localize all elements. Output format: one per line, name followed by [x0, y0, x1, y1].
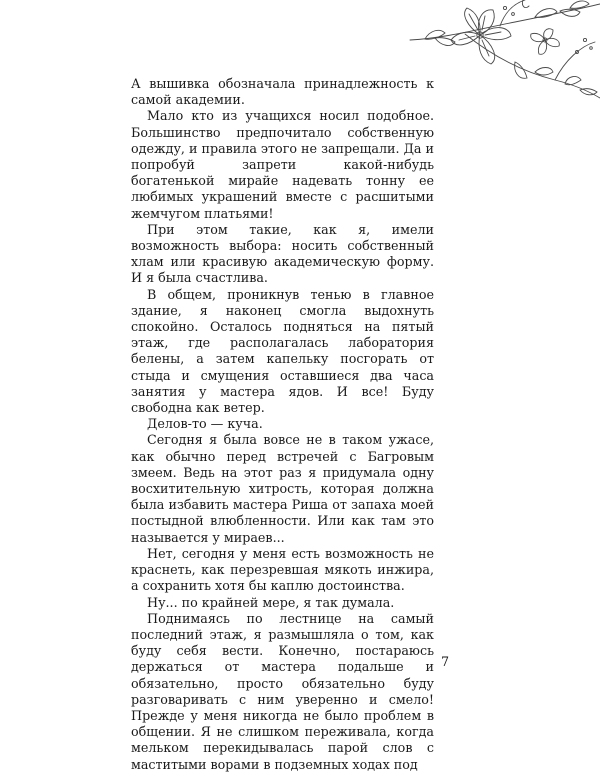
- paragraph: Сегодня я была вовсе не в таком ужасе, как обычно перед встречей с Багровым змеем. Ведь на этот раз я придумала одну восхитительную хитрость, которая должна была избавить мастера Риша от запаха моей постыдной влюбленности. Или как там это называется у мираев...: [131, 432, 434, 545]
- paragraph: В общем, проникнув тенью в главное здание, я наконец смогла выдохнуть спокойно. Осталось подняться на пятый этаж, где располагалась лаборатория белены, а затем капельку посгорать от стыда и смущения оставшиеся два часа занятия у мастера ядов. И все! Буду свободна как ветер.: [131, 286, 434, 416]
- paragraph: Нет, сегодня у меня есть возможность не краснеть, как перезревшая мякоть инжира, а сохранить хотя бы каплю достоинства.: [131, 545, 434, 594]
- floral-ornament-icon: [405, 0, 600, 100]
- paragraph: Делов-то — куча.: [147, 416, 263, 432]
- paragraph: При этом такие, как я, имели возможность выбора: носить собственный хлам или красивую академическую форму. И я была счастлива.: [131, 221, 434, 286]
- paragraph: Поднимаясь по лестнице на самый последний этаж, я размышляла о том, как буду себя вести. Конечно, постараюсь держаться от мастера подальше и обязательно, просто обязательно буду разговаривать с ним уверенно и смело! Прежде у меня никогда не было проблем в общении. Я не слишком переживала, когда мельком перекидывалась парой слов с маститыми ворами в подземных ходах под: [131, 610, 434, 772]
- paragraph: Ну... по крайней мере, я так думала.: [147, 594, 395, 610]
- paragraph: А вышивка обозначала принадлежность к самой академии.: [131, 76, 434, 108]
- body-text: [131, 76, 434, 773]
- paragraph: Мало кто из учащихся носил подобное. Большинство предпочитало собственную одежду, и правила этого не запрещали. Да и попробуй запрети какой-нибудь богатенькой мирайе надевать тонну ее любимых украшений вместе с расшитыми жемчугом платьями!: [131, 108, 434, 221]
- page-number: 7: [441, 654, 450, 669]
